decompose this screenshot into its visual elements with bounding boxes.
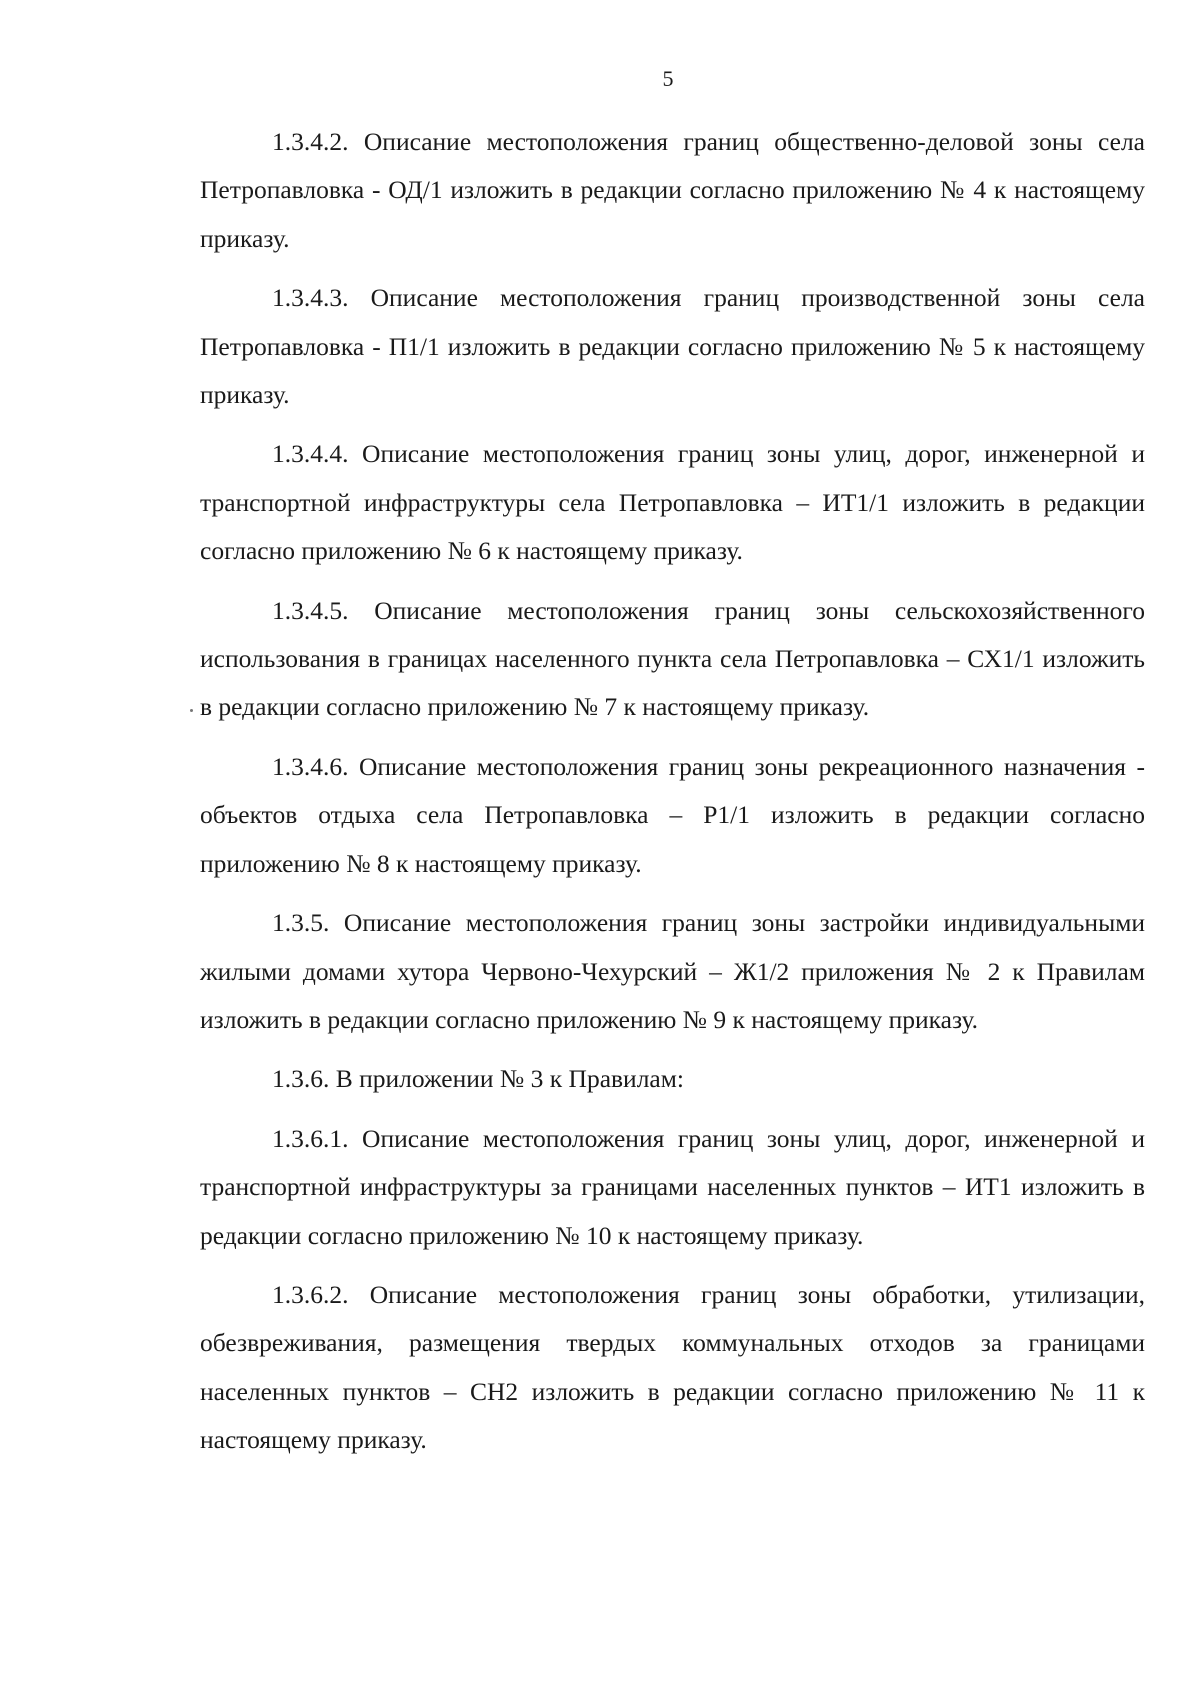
paragraph-1-3-4-4: 1.3.4.4. Описание местоположения границ зоны улиц, дорог, инженерной и транспортной инфраструктуры села Петропавловка – ИТ1/1 изложить в редакции согласно приложению № 6 к настоящему приказу. [200,439,1145,566]
paragraph-1-3-4-2: 1.3.4.2. Описание местоположения границ общественно-деловой зоны села Петропавловка - ОД/1 изложить в редакции согласно приложению № 4 к настоящему приказу. [200,127,1145,253]
paragraph-1-3-6: 1.3.6. В приложении № 3 к Правилам: [272,1064,684,1094]
paragraph-1-3-4-6: 1.3.4.6. Описание местоположения границ зоны рекреационного назначения - объектов отдыха села Петропавловка – Р1/1 изложить в редакции согласно приложению № 8 к настоящему приказу. [200,751,1145,878]
paragraph-1-3-5: 1.3.5. Описание местоположения границ зоны застройки индивидуальными жилыми домами хутора Червоно-Чехурский – Ж1/2 приложения № 2 к Правилам изложить в редакции согласно приложению № 9 к настоящему приказу. [200,908,1145,1034]
paragraph-1-3-6-1: 1.3.6.1. Описание местоположения границ зоны улиц, дорог, инженерной и транспортной инфраструктуры за границами населенных пунктов – ИТ1 изложить в редакции согласно приложению № 10 к настоящему приказу. [200,1123,1145,1250]
document-body [200,118,1145,1476]
paragraph-1-3-6-2: 1.3.6.2. Описание местоположения границ зоны обработки, утилизации, обезвреживания, размещения твердых коммунальных отходов за границами населенных пунктов – СН2 изложить в редакции согласно приложению № 11 к настоящему приказу. [200,1279,1145,1455]
page-number: 5 [662,66,674,91]
paragraph-1-3-4-5: 1.3.4.5. Описание местоположения границ зоны сельскохозяйственного использования в границах населенного пункта села Петропавловка – СХ1/1 изложить в редакции согласно приложению № 7 к настоящему приказу. [200,595,1145,722]
scan-speck [190,709,193,712]
paragraph-1-3-4-3: 1.3.4.3. Описание местоположения границ производственной зоны села Петропавловка - П1/1 изложить в редакции согласно приложению № 5 к настоящему приказу. [200,283,1145,410]
